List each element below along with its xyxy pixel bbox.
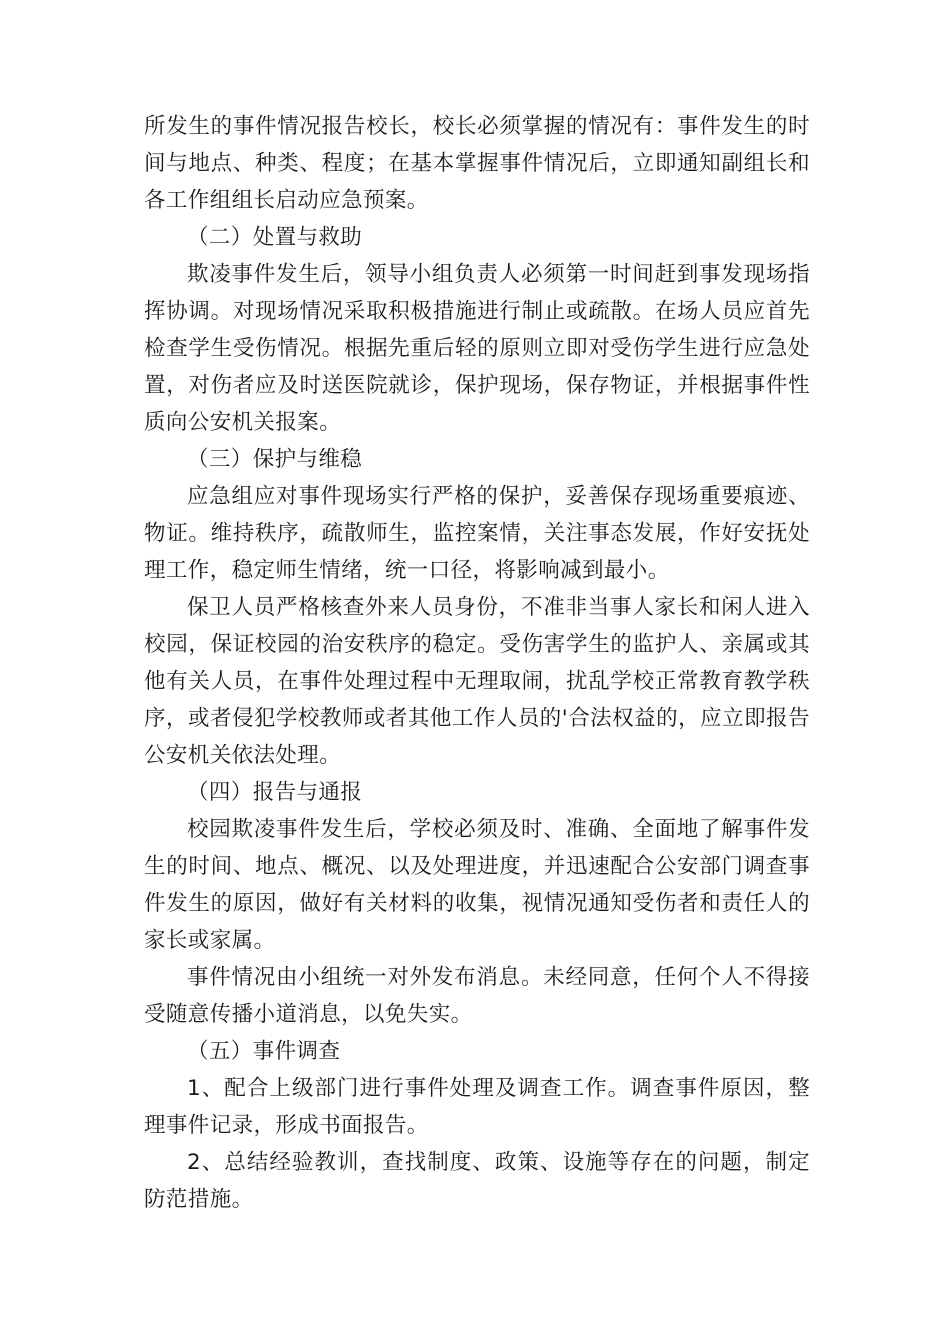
paragraph: 应急组应对事件现场实行严格的保护，妥善保存现场重要痕迹、物证。维持秩序，疏散师生，监控案情，关注事态发展，作好安抚处理工作，稳定师生情绪，统一口径，将影响减到最小。 [144, 484, 810, 583]
section-heading-5: （五）事件调查 [187, 1039, 341, 1064]
numbered-paragraph-1: 1、配合上级部门进行事件处理及调查工作。调查事件原因，整理事件记录，形成书面报告。 [144, 1076, 810, 1138]
section-heading-2: （二）处置与救助 [187, 225, 363, 250]
paragraph-continued: 所发生的事件情况报告校长，校长必须掌握的情况有：事件发生的时间与地点、种类、程度；在基本掌握事件情况后，立即通知副组长和各工作组组长启动应急预案。 [144, 114, 810, 213]
paragraph: 欺凌事件发生后，领导小组负责人必须第一时间赶到事发现场指挥协调。对现场情况采取积极措施进行制止或疏散。在场人员应首先检查学生受伤情况。根据先重后轻的原则立即对受伤学生进行应急处置，对伤者应及时送医院就诊，保护现场，保存物证，并根据事件性质向公安机关报案。 [144, 262, 810, 435]
document-body [144, 108, 810, 1218]
section-heading-3: （三）保护与维稳 [187, 447, 363, 472]
paragraph: 校园欺凌事件发生后，学校必须及时、准确、全面地了解事件发生的时间、地点、概况、以及处理进度，并迅速配合公安部门调查事件发生的原因，做好有关材料的收集，视情况通知受伤者和责任人的家长或家属。 [144, 817, 810, 953]
paragraph: 事件情况由小组统一对外发布消息。未经同意，任何个人不得接受随意传播小道消息，以免失实。 [144, 965, 810, 1027]
section-heading-4: （四）报告与通报 [187, 780, 363, 805]
paragraph: 保卫人员严格核查外来人员身份，不准非当事人家长和闲人进入校园，保证校园的治安秩序的稳定。受伤害学生的监护人、亲属或其他有关人员，在事件处理过程中无理取闹，扰乱学校正常教育教学秩序，或者侵犯学校教师或者其他工作人员的'合法权益的，应立即报告公安机关依法处理。 [144, 595, 810, 768]
numbered-paragraph-2: 2、总结经验教训，查找制度、政策、设施等存在的问题，制定防范措施。 [144, 1150, 810, 1212]
